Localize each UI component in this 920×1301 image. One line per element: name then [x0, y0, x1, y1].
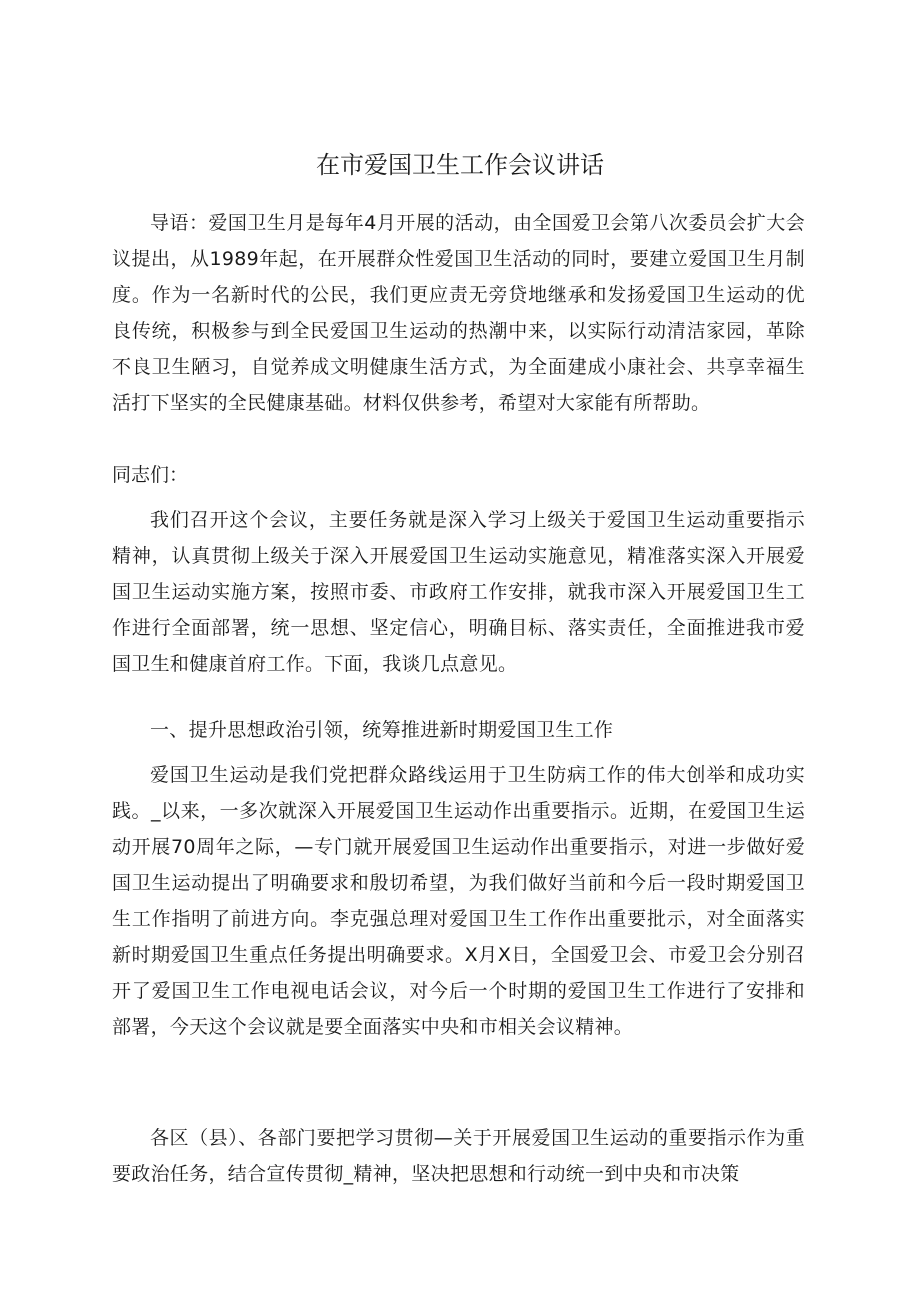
section-heading-1: 一、提升思想政治引领，统筹推进新时期爱国卫生工作 [150, 719, 614, 741]
intro-paragraph: 导语：爱国卫生月是每年4月开展的活动，由全国爱卫会第八次委员会扩大会议提出，从1989年起，在开展群众性爱国卫生活动的同时，要建立爱国卫生月制度。作为一名新时代的公民，我们更应责无旁贷地继承和发扬爱国卫生运动的优良传统，积极参与到全民爱国卫生运动的热潮中来，以实际行动清洁家园，革除不良卫生陋习，自觉养成文明健康生活方式，为全面建成小康社会、共享幸福生活打下坚实的全民健康基础。材料仅供参考，希望对大家能有所帮助。 [112, 212, 805, 414]
salutation: 同志们： [112, 464, 189, 486]
body-paragraph-1: 我们召开这个会议，主要任务就是深入学习上级关于爱国卫生运动重要指示精神，认真贯彻上级关于深入开展爱国卫生运动实施意见，精准落实深入开展爱国卫生运动实施方案，按照市委、市政府工作安排，就我市深入开展爱国卫生工作进行全面部署，统一思想、坚定信心，明确目标、落实责任，全面推进我市爱国卫生和健康首府工作。下面，我谈几点意见。 [112, 509, 805, 675]
body-paragraph-3: 各区（县）、各部门要把学习贯彻—关于开展爱国卫生运动的重要指示作为重要政治任务，结合宣传贯彻_精神，坚决把思想和行动统一到中央和市决策 [112, 1127, 805, 1185]
document-title: 在市爱国卫生工作会议讲话 [316, 151, 604, 179]
body-paragraph-2: 爱国卫生运动是我们党把群众路线运用于卫生防病工作的伟大创举和成功实践。_以来，一多次就深入开展爱国卫生运动作出重要指示。近期，在爱国卫生运动开展70周年之际，—专门就开展爱国卫生运动作出重要指示，对进一步做好爱国卫生运动提出了明确要求和殷切希望，为我们做好当前和今后一段时期爱国卫生工作指明了前进方向。李克强总理对爱国卫生工作作出重要批示，对全面落实新时期爱国卫生重点任务提出明确要求。X月X日，全国爱卫会、市爱卫会分别召开了爱国卫生工作电视电话会议，对今后一个时期的爱国卫生工作进行了安排和部署，今天这个会议就是要全面落实中央和市相关会议精神。 [112, 764, 805, 1038]
